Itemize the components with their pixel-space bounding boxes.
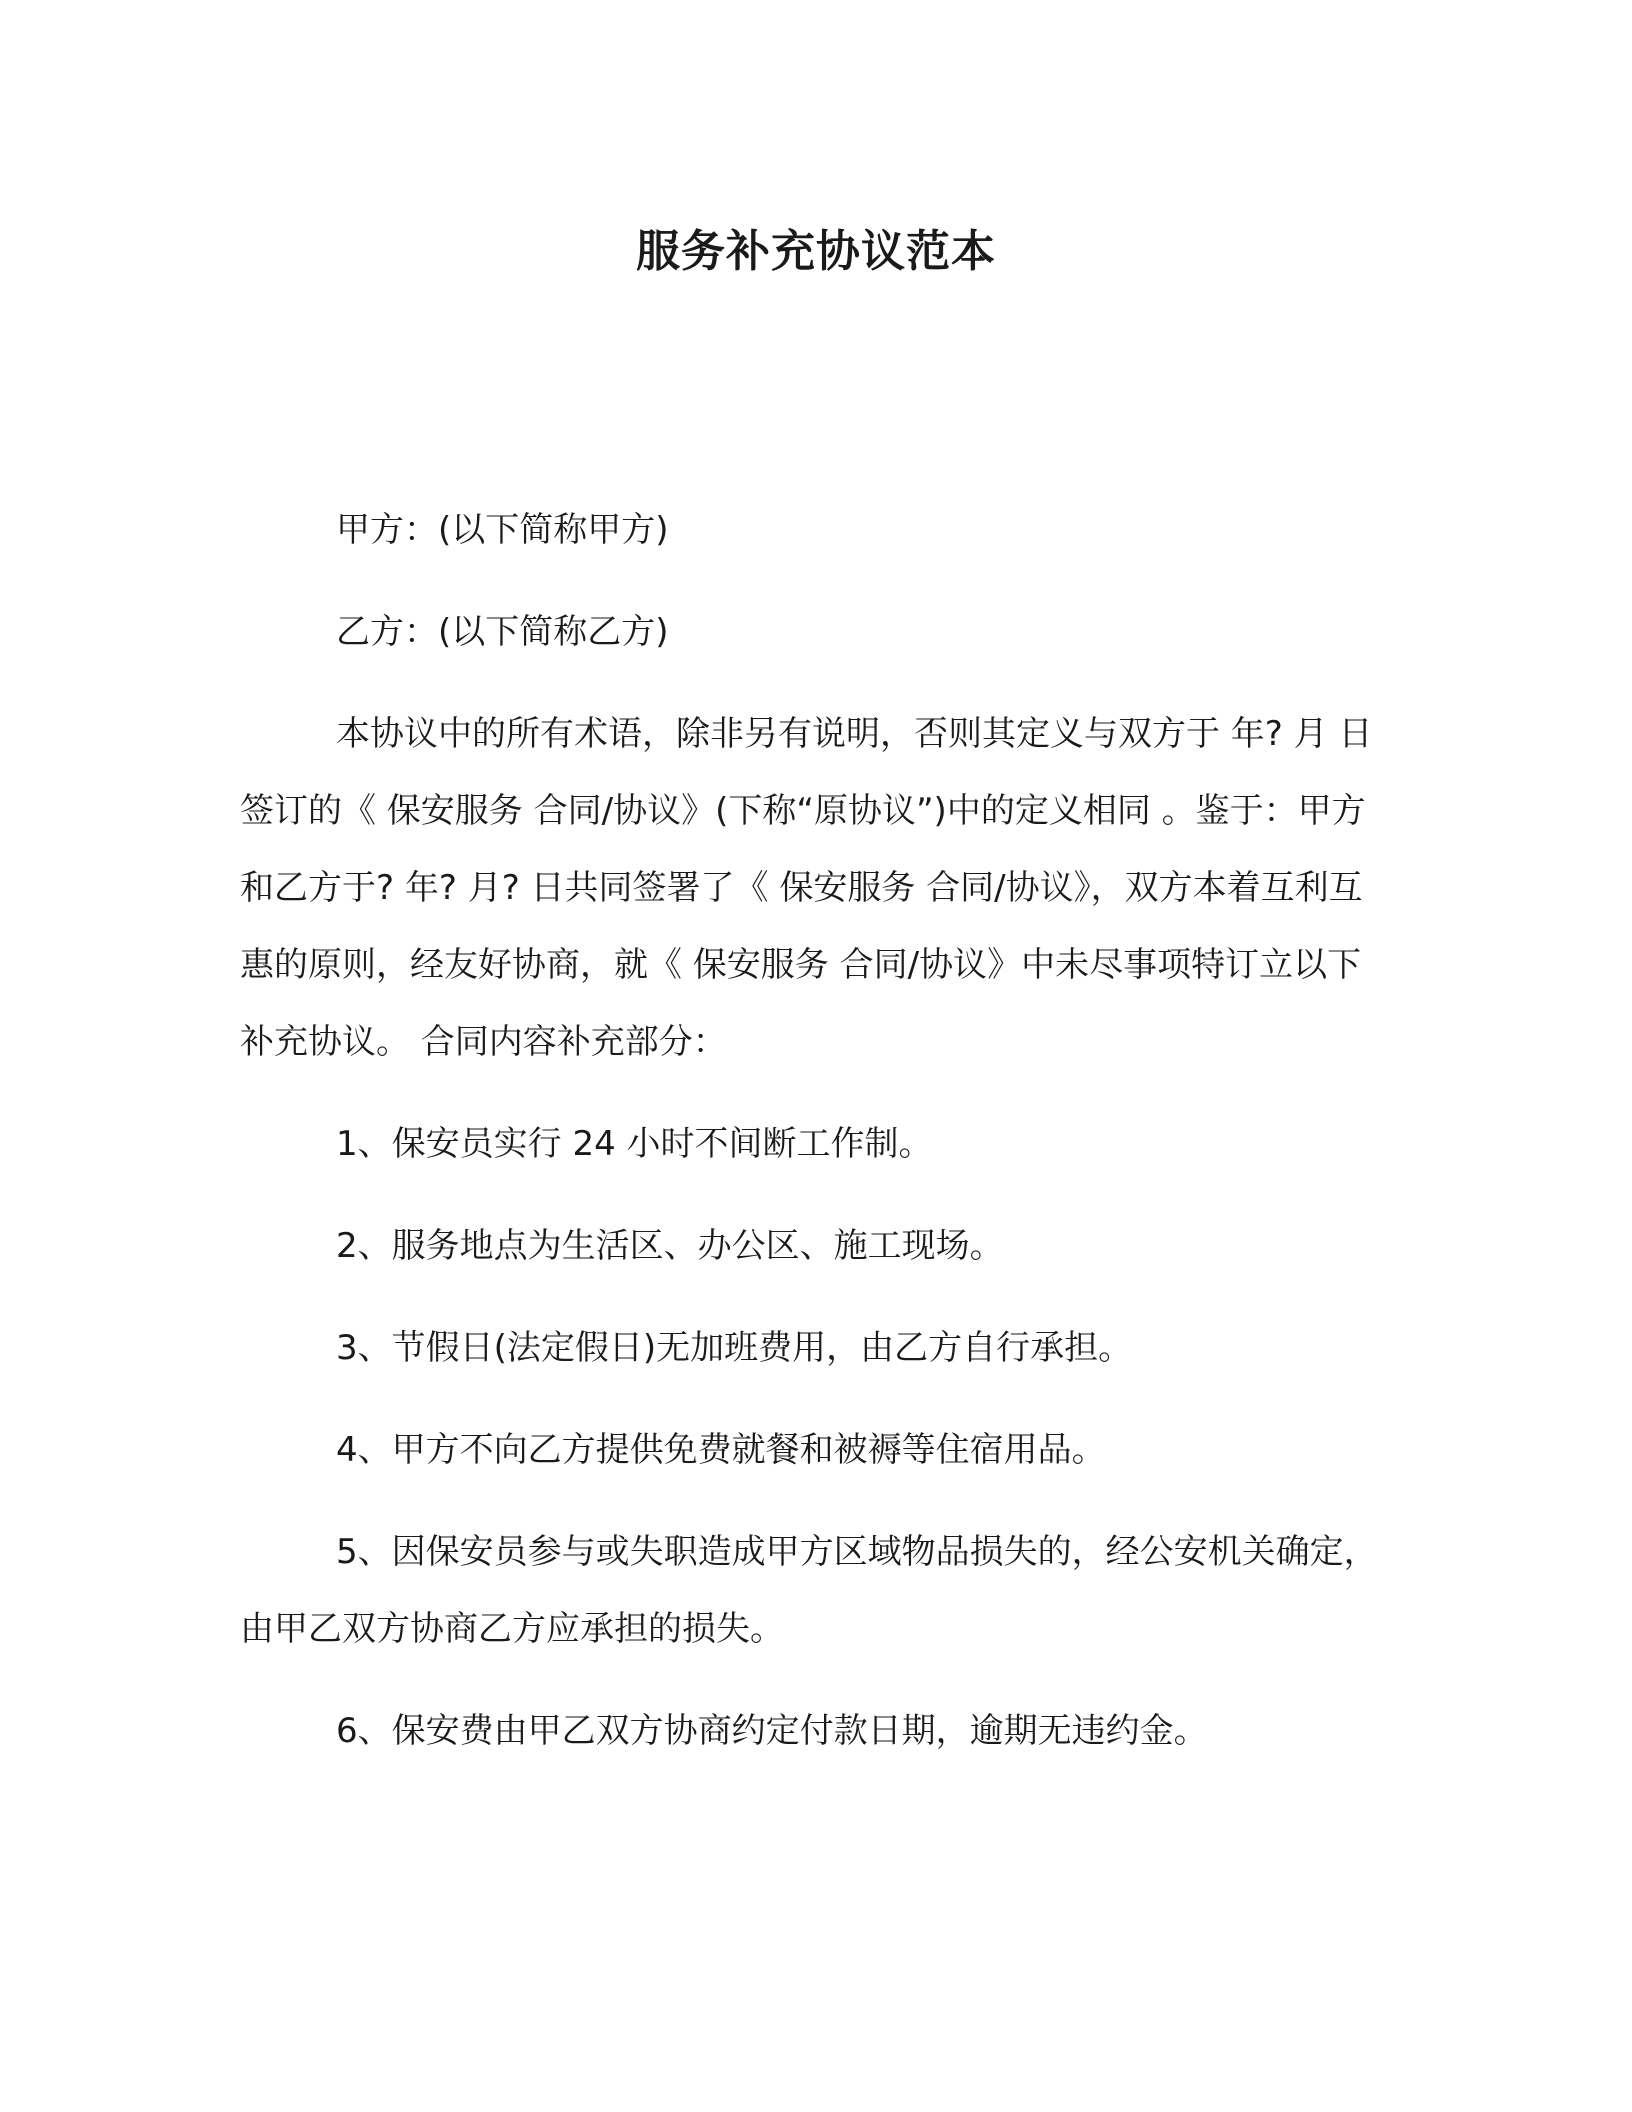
document-title: 服务补充协议范本 <box>636 226 996 277</box>
clause-1: 1、保安员实行 24 小时不间断工作制。 <box>336 1124 933 1164</box>
clause-3: 3、节假日(法定假日)无加班费用，由乙方自行承担。 <box>336 1328 1133 1368</box>
clause-2: 2、服务地点为生活区、办公区、施工现场。 <box>336 1226 1004 1266</box>
clause-6: 6、保安费由甲乙双方协商约定付款日期，逾期无违约金。 <box>336 1711 1208 1751</box>
document-body <box>240 492 1390 1795</box>
party-a-line: 甲方：(以下简称甲方) <box>336 510 669 550</box>
clause-5: 5、因保安员参与或失职造成甲方区域物品损失的，经公安机关确定，由甲乙双方协商乙方应承担的损失。 <box>240 1532 1378 1649</box>
preamble-paragraph: 本协议中的所有术语，除非另有说明，否则其定义与双方于 年? 月 日签订的《 保安服务 合同/协议》(下称“原协议”)中的定义相同 。鉴于：甲方和乙方于? 年? 月? 日共同签署了《 保安服务 合同/协议》，双方本着互利互惠的原则，经友好协商，就《 保安服务 合同/协议》中未尽事项特订立以下补充协议。 合同内容补充部分： <box>240 714 1373 1062</box>
clause-4: 4、甲方不向乙方提供免费就餐和被褥等住宿用品。 <box>336 1430 1106 1470</box>
party-b-line: 乙方：(以下简称乙方) <box>336 612 669 652</box>
